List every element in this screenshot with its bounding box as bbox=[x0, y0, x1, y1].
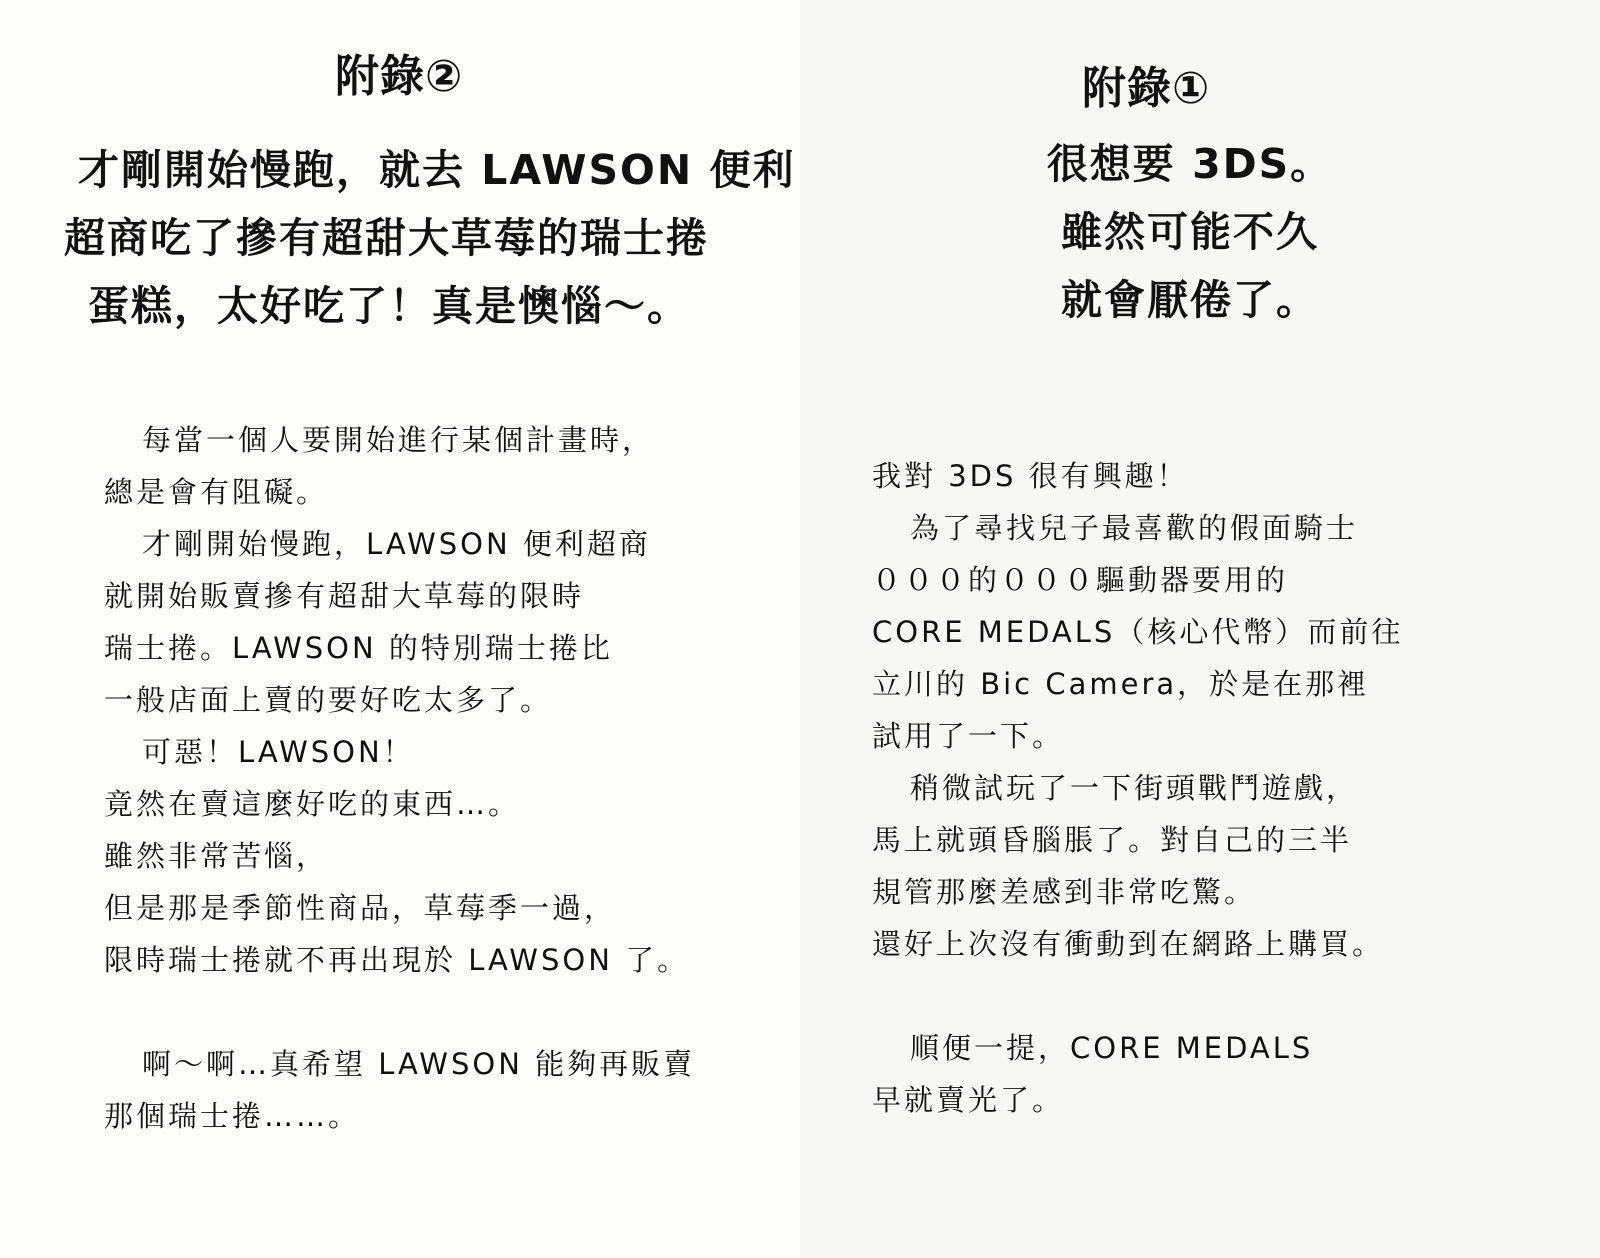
body-line: 試用了一下。 bbox=[872, 719, 1065, 753]
body-line: 為了尋找兒子最喜歡的假面騎士 bbox=[910, 511, 1359, 545]
body-line: 但是那是季節性商品，草莓季一過， bbox=[104, 891, 617, 925]
appendix-2-body bbox=[104, 414, 695, 1142]
body-line: 啊～啊…真希望 LAWSON 能夠再販賣 bbox=[142, 1047, 696, 1081]
body-line: 一般店面上賣的要好吃太多了。 bbox=[104, 683, 553, 717]
appendix-1-lead bbox=[1000, 130, 1380, 334]
body-line: 瑞士捲。LAWSON 的特別瑞士捲比 bbox=[104, 631, 613, 665]
paragraph-gap bbox=[104, 986, 695, 1038]
appendix-1-body bbox=[872, 450, 1403, 1126]
lead-line: 很想要 3DS。 bbox=[1046, 140, 1334, 188]
appendix-2-lead bbox=[64, 136, 796, 340]
body-line: 總是會有阻礙。 bbox=[104, 475, 329, 509]
paragraph-gap bbox=[872, 970, 1403, 1022]
appendix-2-heading: 附錄② bbox=[335, 51, 464, 102]
lead-line: 才剛開始慢跑，就去 LAWSON 便利 bbox=[78, 146, 796, 194]
body-line: 每當一個人要開始進行某個計畫時， bbox=[142, 423, 655, 457]
body-line: 馬上就頭昏腦脹了。對自己的三半 bbox=[872, 823, 1353, 857]
body-line: 我對 3DS 很有興趣！ bbox=[872, 459, 1189, 493]
body-line: 稍微試玩了一下街頭戰鬥遊戲， bbox=[910, 771, 1359, 805]
body-line: 那個瑞士捲……。 bbox=[104, 1099, 361, 1133]
body-line: 限時瑞士捲就不再出現於 LAWSON 了。 bbox=[104, 943, 690, 977]
body-line: ０００的０００驅動器要用的 bbox=[872, 563, 1289, 597]
body-line: 竟然在賣這麼好吃的東西…。 bbox=[104, 787, 521, 821]
body-line: 才剛開始慢跑，LAWSON 便利超商 bbox=[142, 527, 651, 561]
body-line: 可惡！LAWSON！ bbox=[142, 735, 415, 769]
body-line: 早就賣光了。 bbox=[872, 1083, 1065, 1117]
lead-line: 蛋糕，太好吃了！真是懊惱～。 bbox=[88, 282, 690, 330]
body-line: 還好上次沒有衝動到在網路上購買。 bbox=[872, 927, 1385, 961]
lead-line: 雖然可能不久 bbox=[1061, 208, 1319, 256]
body-line: 順便一提，CORE MEDALS bbox=[910, 1031, 1314, 1065]
appendix-1-heading: 附錄① bbox=[1082, 63, 1211, 114]
body-line: 就開始販賣摻有超甜大草莓的限時 bbox=[104, 579, 585, 613]
right-page bbox=[800, 0, 1600, 1258]
body-line: 雖然非常苦惱， bbox=[104, 839, 329, 873]
body-line: 立川的 Bic Camera，於是在那裡 bbox=[872, 667, 1370, 701]
lead-line: 就會厭倦了。 bbox=[1061, 276, 1319, 324]
lead-line: 超商吃了摻有超甜大草莓的瑞士捲 bbox=[64, 214, 709, 262]
body-line: CORE MEDALS（核心代幣）而前往 bbox=[872, 615, 1404, 649]
body-line: 規管那麼差感到非常吃驚。 bbox=[872, 875, 1257, 909]
